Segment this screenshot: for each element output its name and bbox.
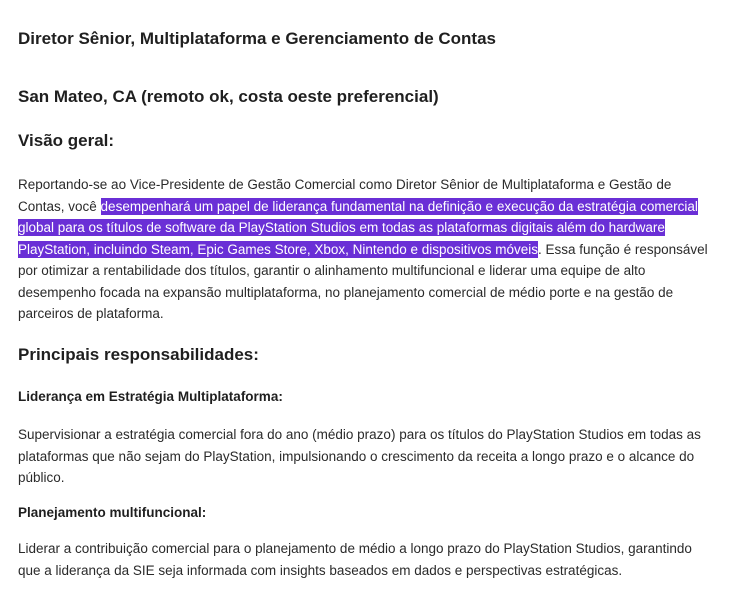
job-title: Diretor Sênior, Multiplataforma e Gerenciamento de Contas xyxy=(18,29,496,48)
overview-text-before: Reportando-se ao Vice-Presidente de Gestão Comercial como Diretor Sênior de Multiplataforma e Gestão de Contas, você xyxy=(18,177,672,214)
highlighted-text-selection[interactable]: desempenhará um papel de liderança fundamental na definição e execução da estratégia comercial global para os títulos de software da PlayStation Studios em todas as plataformas digitais além do hardware PlayStation, incluindo Steam, Epic Games Store, Xbox, Nintendo e dispositivos móveis xyxy=(18,198,698,257)
responsibilities-heading: Principais responsabilidades: xyxy=(18,345,259,364)
overview-paragraph xyxy=(18,174,710,325)
responsibility-title: Planejamento multifuncional: xyxy=(18,505,207,520)
job-location: San Mateo, CA (remoto ok, costa oeste preferencial) xyxy=(18,87,439,106)
responsibility-title: Liderança em Estratégia Multiplataforma: xyxy=(18,389,283,404)
responsibility-text: Liderar a contribuição comercial para o planejamento de médio a longo prazo do PlayStation Studios, garantindo que a liderança da SIE seja informada com insights baseados em dados e perspectivas estratégicas. xyxy=(18,541,692,578)
overview-heading: Visão geral: xyxy=(18,131,115,150)
responsibility-text: Supervisionar a estratégia comercial fora do ano (médio prazo) para os títulos do PlayStation Studios em todas as plataformas que não sejam do PlayStation, impulsionando o crescimento da receita a longo prazo e o alcance do público. xyxy=(18,427,701,485)
overview-text-after: . Essa função é responsável por otimizar a rentabilidade dos títulos, garantir o alinhamento multifuncional e liderar uma equipe de alto desempenho focada na expansão multiplataforma, no planejamento comercial de médio porte e na gestão de parceiros de plataforma. xyxy=(18,241,708,321)
